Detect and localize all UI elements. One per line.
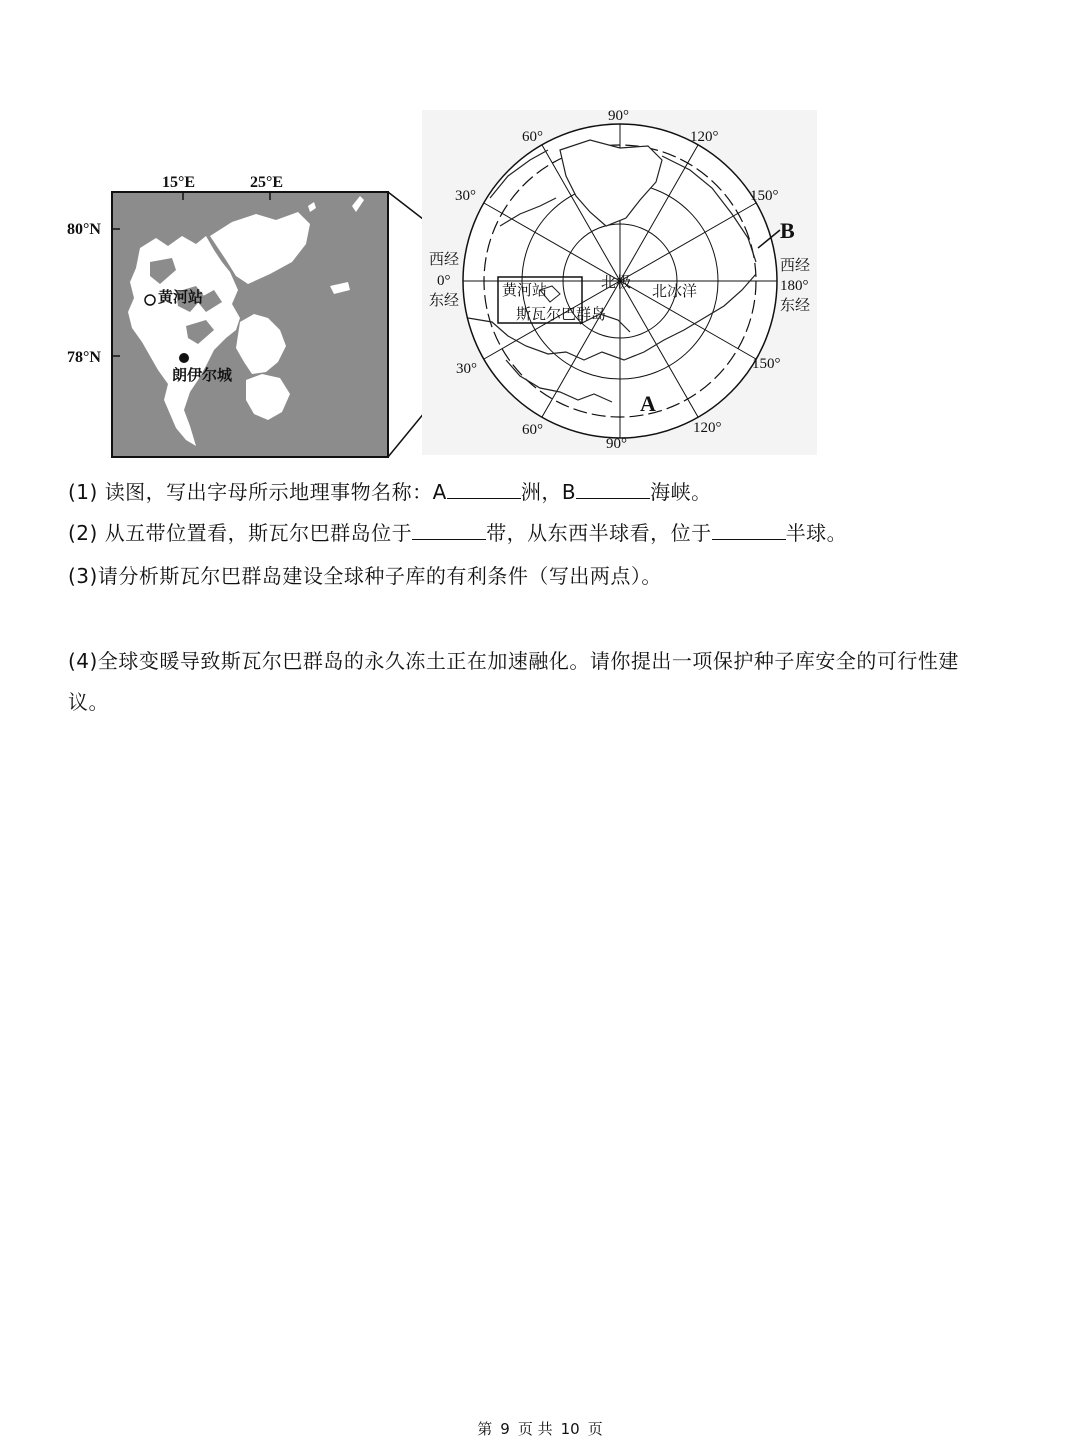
q1-text-b: 洲，B <box>520 480 577 504</box>
q2-text-c: 半球。 <box>785 521 848 545</box>
map-figure <box>0 0 1080 470</box>
station-marker <box>145 295 155 305</box>
label-a: A <box>640 391 656 416</box>
q1-blank-b[interactable] <box>576 482 650 499</box>
lon-label-15e: 15°E <box>162 174 196 191</box>
station-label: 黄河站 <box>158 290 204 306</box>
left-west-label: 西经 <box>429 252 460 268</box>
right-east-label: 东经 <box>780 298 811 314</box>
footer-prefix: 第 <box>477 1420 493 1438</box>
lon-120-top: 120° <box>690 129 719 145</box>
question-1 <box>68 481 712 503</box>
label-b: B <box>780 218 795 243</box>
question-4-line-1 <box>68 650 959 672</box>
q1-text-c: 海峡。 <box>650 480 712 504</box>
q4-text-line2: 议。 <box>68 690 109 714</box>
box-station-label: 黄河站 <box>502 283 548 299</box>
lon-30-bottom: 30° <box>456 361 477 377</box>
box-island-label: 斯瓦尔巴群岛 <box>516 307 607 323</box>
lon-60-bottom: 60° <box>522 422 543 438</box>
page-footer <box>0 1418 1080 1439</box>
left-east-label: 东经 <box>429 293 460 309</box>
q4-text-line1: (4)全球变暖导致斯瓦尔巴群岛的永久冻土正在加速融化。请你提出一项保护种子库安全的可行性建 <box>68 649 959 673</box>
arctic-ocean-label: 北冰洋 <box>652 284 698 300</box>
right-180-label: 180° <box>780 278 809 294</box>
inset-map <box>67 174 388 457</box>
q1-text-a: (1) 读图，写出字母所示地理事物名称：A <box>68 480 447 504</box>
question-2 <box>68 522 847 544</box>
town-marker <box>179 353 189 363</box>
lat-label-80n: 80°N <box>67 221 101 238</box>
polar-map <box>422 108 817 455</box>
left-zero-label: 0° <box>437 273 451 289</box>
footer-mid: 页 共 <box>517 1420 553 1438</box>
footer-suffix: 页 <box>587 1420 603 1438</box>
q2-text-b: 带，从东西半球看，位于 <box>486 521 712 545</box>
q2-blank-b[interactable] <box>712 523 786 540</box>
lon-120-bottom: 120° <box>693 420 722 436</box>
q1-blank-a[interactable] <box>447 482 521 499</box>
lon-150-top: 150° <box>750 188 779 204</box>
lon-90-top: 90° <box>608 108 629 124</box>
lon-90-bottom: 90° <box>606 436 627 452</box>
lon-150-bottom: 150° <box>752 356 781 372</box>
footer-page-number: 9 <box>500 1420 510 1438</box>
right-west-label: 西经 <box>780 258 811 274</box>
footer-total-pages: 10 <box>560 1420 580 1438</box>
q3-text: (3)请分析斯瓦尔巴群岛建设全球种子库的有利条件（写出两点）。 <box>68 564 662 588</box>
q2-blank-a[interactable] <box>412 523 486 540</box>
lon-label-25e: 25°E <box>250 174 284 191</box>
town-label: 朗伊尔城 <box>172 368 233 384</box>
question-3 <box>68 565 662 587</box>
lat-label-78n: 78°N <box>67 349 101 366</box>
lon-60-top: 60° <box>522 129 543 145</box>
question-4-line-2 <box>68 691 109 713</box>
q2-text-a: (2) 从五带位置看，斯瓦尔巴群岛位于 <box>68 521 413 545</box>
lon-30-top: 30° <box>455 188 476 204</box>
north-pole-label: 北极 <box>601 275 632 291</box>
